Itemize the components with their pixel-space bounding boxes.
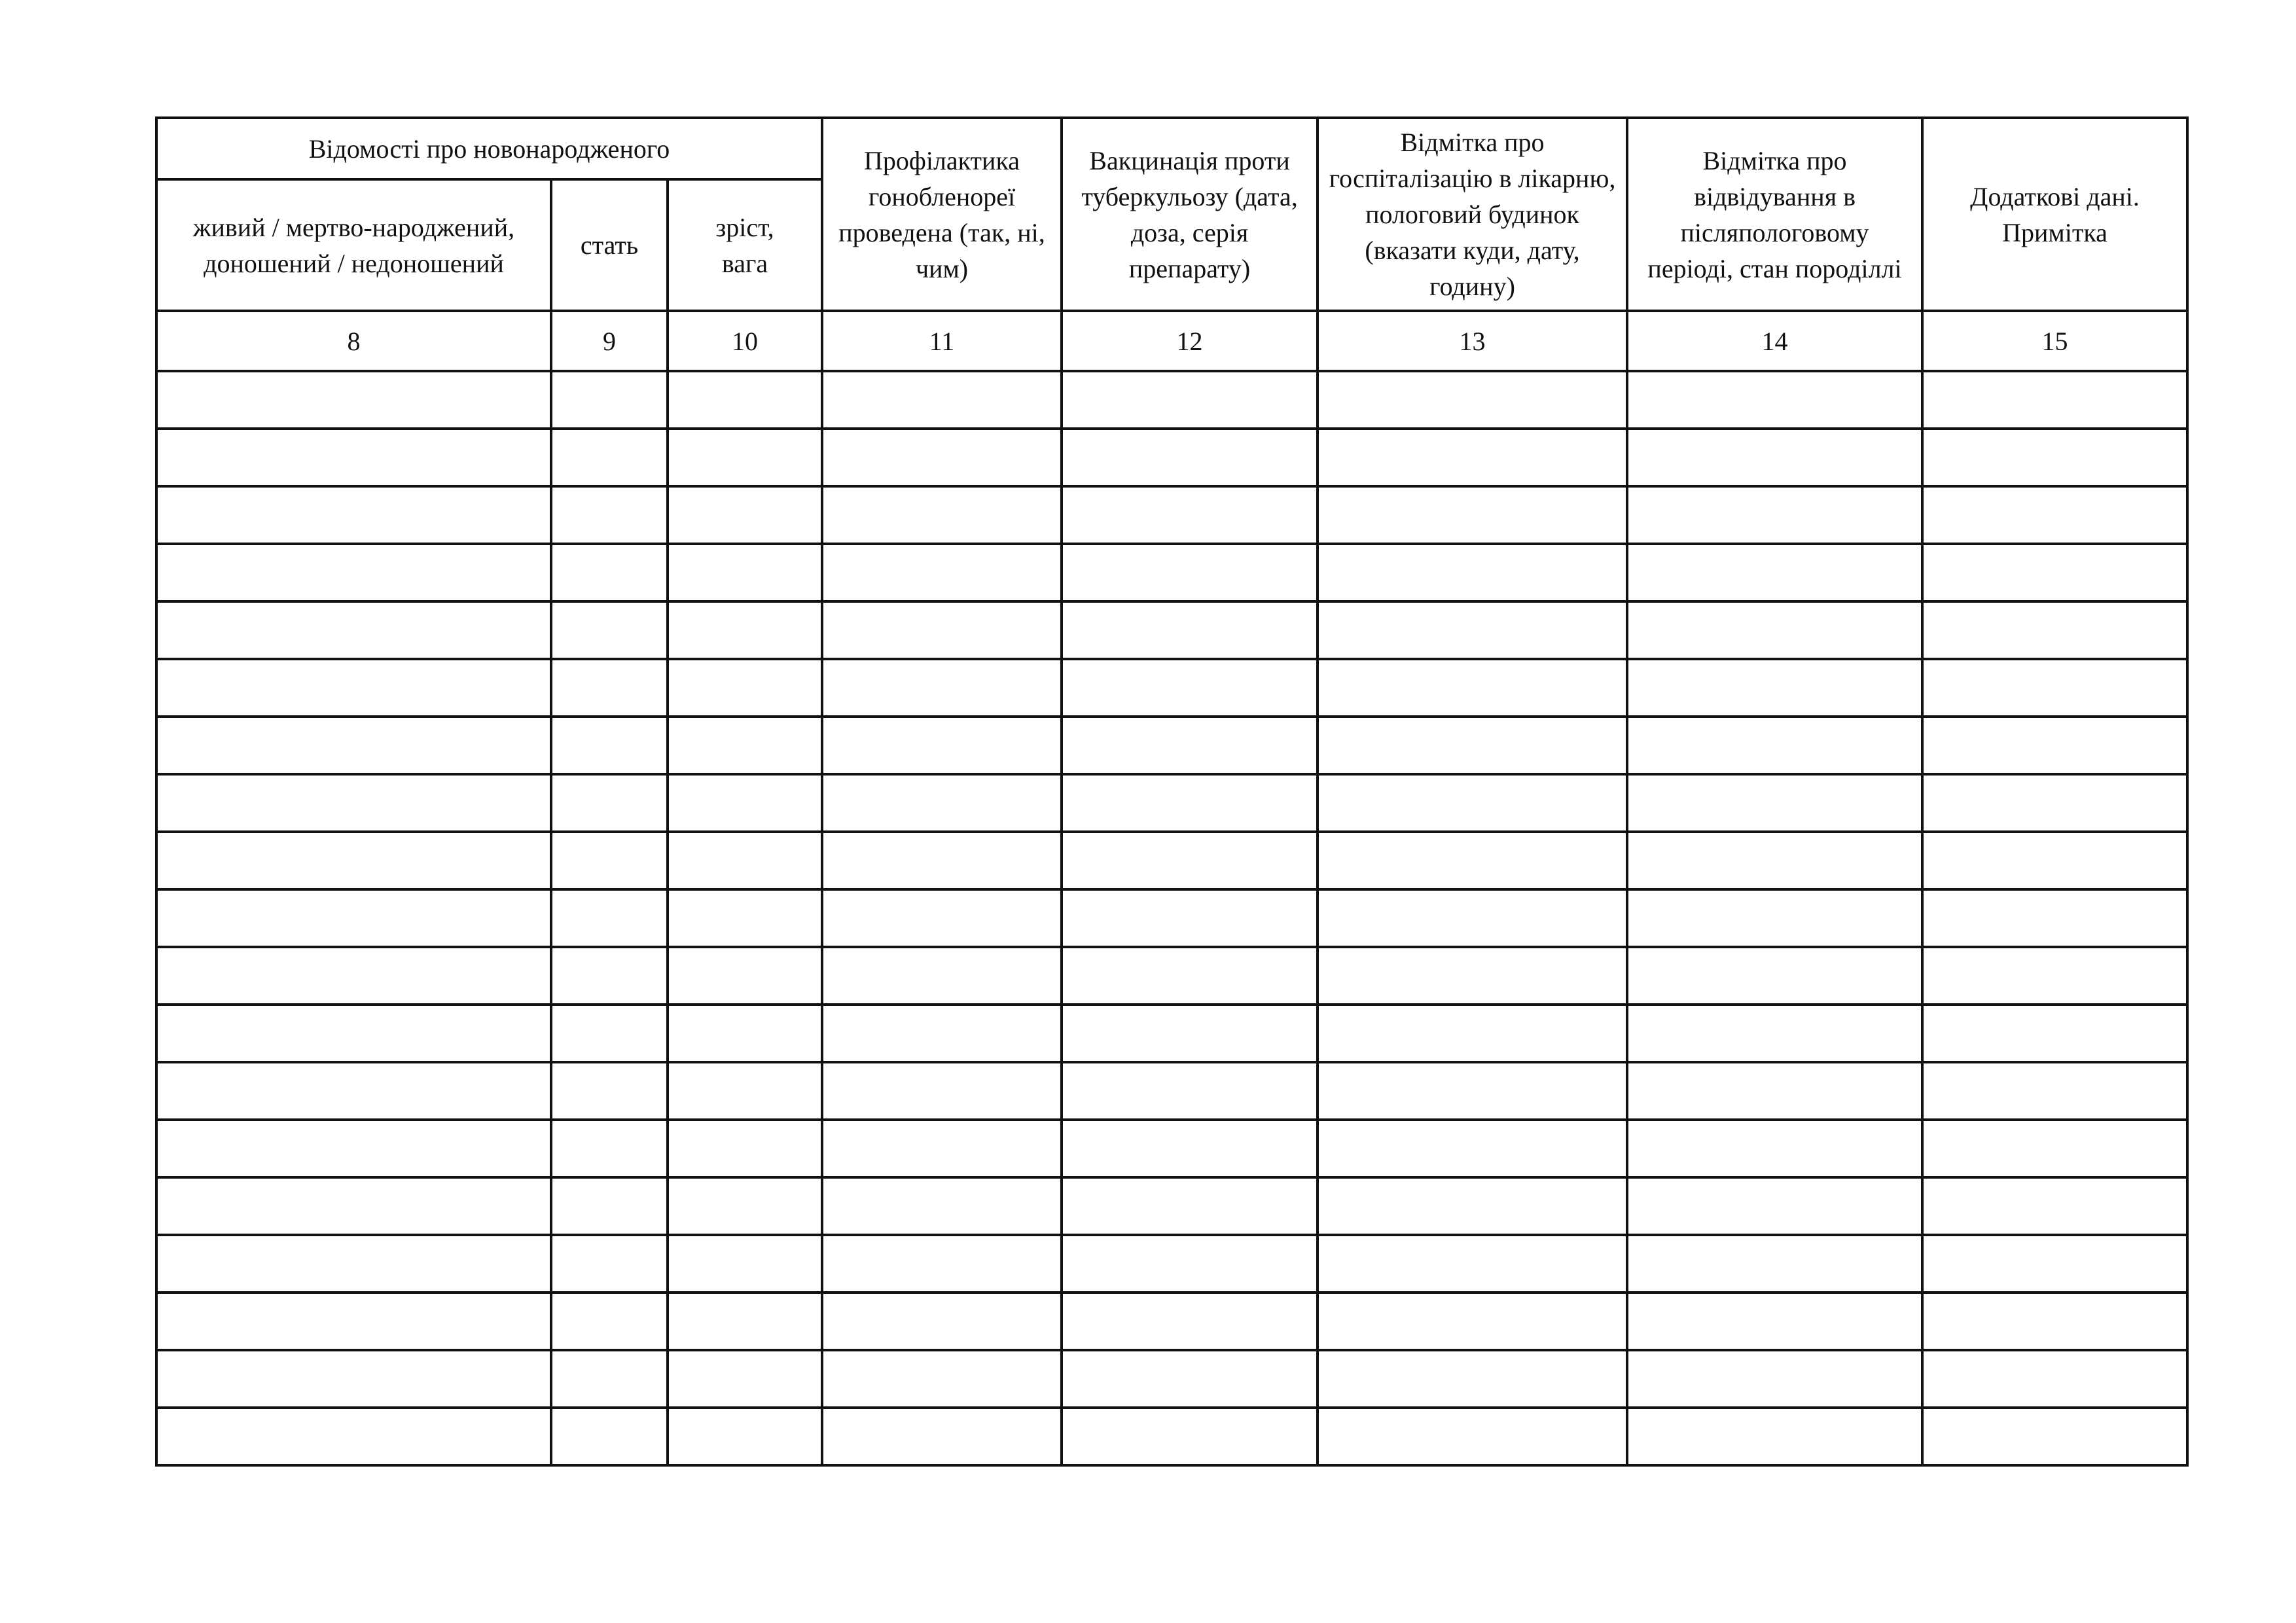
table-row bbox=[156, 717, 2187, 774]
empty-cell[interactable] bbox=[156, 1062, 551, 1120]
column-number: 9 bbox=[551, 311, 668, 371]
empty-cell[interactable] bbox=[156, 486, 551, 544]
empty-cell[interactable] bbox=[822, 1062, 1062, 1120]
notes-header-label: Додаткові дані. Примітка bbox=[1970, 181, 2140, 247]
empty-cell[interactable] bbox=[551, 1293, 668, 1350]
newborn-info-header-label: Відомості про новонародженого bbox=[308, 134, 670, 164]
empty-cell[interactable] bbox=[156, 717, 551, 774]
empty-cell[interactable] bbox=[668, 601, 822, 659]
postpartum-visit-header bbox=[1627, 118, 1922, 311]
empty-cell[interactable] bbox=[668, 429, 822, 486]
empty-cell[interactable] bbox=[1062, 1062, 1318, 1120]
empty-cell[interactable] bbox=[156, 659, 551, 717]
empty-cell[interactable] bbox=[1318, 486, 1627, 544]
empty-cell[interactable] bbox=[1922, 1177, 2187, 1235]
empty-cell[interactable] bbox=[1922, 1408, 2187, 1465]
empty-cell[interactable] bbox=[822, 1408, 1062, 1465]
empty-cell[interactable] bbox=[1318, 1293, 1627, 1350]
empty-cell[interactable] bbox=[1318, 601, 1627, 659]
empty-cell[interactable] bbox=[156, 1293, 551, 1350]
table-row bbox=[156, 1177, 2187, 1235]
empty-cell[interactable] bbox=[822, 659, 1062, 717]
empty-cell[interactable] bbox=[1627, 1293, 1922, 1350]
empty-cell[interactable] bbox=[668, 1235, 822, 1293]
table-row bbox=[156, 601, 2187, 659]
empty-cell[interactable] bbox=[1627, 601, 1922, 659]
empty-cell[interactable] bbox=[668, 371, 822, 429]
empty-cell[interactable] bbox=[822, 371, 1062, 429]
empty-cell[interactable] bbox=[668, 1293, 822, 1350]
empty-cell[interactable] bbox=[551, 1062, 668, 1120]
empty-cell[interactable] bbox=[551, 659, 668, 717]
empty-cell[interactable] bbox=[551, 1408, 668, 1465]
empty-cell[interactable] bbox=[1062, 947, 1318, 1005]
table-row bbox=[156, 947, 2187, 1005]
empty-cell[interactable] bbox=[668, 544, 822, 601]
empty-cell[interactable] bbox=[1062, 889, 1318, 947]
status-header bbox=[156, 179, 551, 311]
table-row bbox=[156, 774, 2187, 832]
empty-cell[interactable] bbox=[156, 1350, 551, 1408]
empty-cell[interactable] bbox=[551, 371, 668, 429]
empty-cell[interactable] bbox=[668, 889, 822, 947]
empty-cell[interactable] bbox=[1627, 1350, 1922, 1408]
empty-cell[interactable] bbox=[1318, 832, 1627, 889]
empty-cell[interactable] bbox=[156, 544, 551, 601]
tb-vaccination-header-label: Вакцинація проти туберкульозу (дата, доза, серія препарату) bbox=[1081, 145, 1298, 283]
empty-cell[interactable] bbox=[551, 601, 668, 659]
empty-cell[interactable] bbox=[1318, 774, 1627, 832]
empty-cell[interactable] bbox=[1922, 717, 2187, 774]
empty-cell[interactable] bbox=[1062, 717, 1318, 774]
newborn-register-table bbox=[155, 116, 2189, 1467]
table-row bbox=[156, 659, 2187, 717]
newborn-info-header bbox=[156, 118, 822, 179]
empty-cell[interactable] bbox=[1922, 486, 2187, 544]
empty-cell[interactable] bbox=[1627, 1408, 1922, 1465]
table-row bbox=[156, 1235, 2187, 1293]
table-row bbox=[156, 1408, 2187, 1465]
empty-cell[interactable] bbox=[668, 1350, 822, 1408]
empty-cell[interactable] bbox=[1627, 1005, 1922, 1062]
empty-cell[interactable] bbox=[1922, 659, 2187, 717]
empty-cell[interactable] bbox=[1627, 1235, 1922, 1293]
empty-cell[interactable] bbox=[1062, 1120, 1318, 1177]
table-row bbox=[156, 544, 2187, 601]
empty-cell[interactable] bbox=[156, 1408, 551, 1465]
column-number: 15 bbox=[1922, 311, 2187, 371]
empty-cell[interactable] bbox=[1922, 889, 2187, 947]
empty-cell[interactable] bbox=[551, 889, 668, 947]
empty-cell[interactable] bbox=[668, 1005, 822, 1062]
empty-cell[interactable] bbox=[822, 486, 1062, 544]
empty-cell[interactable] bbox=[156, 1177, 551, 1235]
empty-cell[interactable] bbox=[668, 832, 822, 889]
empty-cell[interactable] bbox=[668, 486, 822, 544]
column-number: 11 bbox=[822, 311, 1062, 371]
empty-cell[interactable] bbox=[822, 1177, 1062, 1235]
postpartum-visit-header-label: Відмітка про відвідування в післяпологовому періоді, стан породіллі bbox=[1647, 145, 1902, 283]
table-row bbox=[156, 1005, 2187, 1062]
column-number: 13 bbox=[1318, 311, 1627, 371]
empty-cell[interactable] bbox=[1062, 544, 1318, 601]
empty-cell[interactable] bbox=[822, 1120, 1062, 1177]
table-row bbox=[156, 1293, 2187, 1350]
empty-cell[interactable] bbox=[1922, 1293, 2187, 1350]
empty-cell[interactable] bbox=[1922, 832, 2187, 889]
empty-cell[interactable] bbox=[156, 947, 551, 1005]
table-row bbox=[156, 832, 2187, 889]
empty-cell[interactable] bbox=[668, 947, 822, 1005]
empty-cell[interactable] bbox=[1627, 947, 1922, 1005]
empty-cell[interactable] bbox=[1318, 659, 1627, 717]
empty-cell[interactable] bbox=[1318, 1235, 1627, 1293]
empty-cell[interactable] bbox=[156, 1005, 551, 1062]
empty-cell[interactable] bbox=[1627, 659, 1922, 717]
empty-cell[interactable] bbox=[156, 429, 551, 486]
empty-cell[interactable] bbox=[1062, 1408, 1318, 1465]
empty-cell[interactable] bbox=[1922, 947, 2187, 1005]
table-row bbox=[156, 889, 2187, 947]
tb-vaccination-header bbox=[1062, 118, 1318, 311]
empty-cell[interactable] bbox=[1318, 1350, 1627, 1408]
empty-cell[interactable] bbox=[822, 947, 1062, 1005]
empty-cell[interactable] bbox=[822, 832, 1062, 889]
empty-cell[interactable] bbox=[1627, 717, 1922, 774]
empty-cell[interactable] bbox=[822, 1235, 1062, 1293]
table-row bbox=[156, 486, 2187, 544]
empty-cell[interactable] bbox=[822, 1293, 1062, 1350]
table-row bbox=[156, 1120, 2187, 1177]
empty-cell[interactable] bbox=[156, 371, 551, 429]
empty-cell[interactable] bbox=[822, 1005, 1062, 1062]
empty-cell[interactable] bbox=[156, 774, 551, 832]
empty-cell[interactable] bbox=[1922, 1350, 2187, 1408]
column-number: 12 bbox=[1062, 311, 1318, 371]
empty-cell[interactable] bbox=[1922, 1062, 2187, 1120]
table-row bbox=[156, 1062, 2187, 1120]
column-number: 8 bbox=[156, 311, 551, 371]
empty-cell[interactable] bbox=[551, 486, 668, 544]
height-weight-header bbox=[668, 179, 822, 311]
gonoblenorrhea-header bbox=[822, 118, 1062, 311]
empty-cell[interactable] bbox=[668, 1062, 822, 1120]
hospitalization-header bbox=[1318, 118, 1627, 311]
empty-cell[interactable] bbox=[822, 717, 1062, 774]
empty-cell[interactable] bbox=[1922, 544, 2187, 601]
table-row bbox=[156, 429, 2187, 486]
empty-cell[interactable] bbox=[1318, 947, 1627, 1005]
empty-cell[interactable] bbox=[1062, 1350, 1318, 1408]
empty-cell[interactable] bbox=[551, 544, 668, 601]
empty-cell[interactable] bbox=[551, 1350, 668, 1408]
empty-cell[interactable] bbox=[1318, 1062, 1627, 1120]
empty-cell[interactable] bbox=[1922, 1005, 2187, 1062]
empty-cell[interactable] bbox=[1627, 1062, 1922, 1120]
empty-cell[interactable] bbox=[1318, 429, 1627, 486]
header-row-group bbox=[156, 118, 2187, 179]
empty-cell[interactable] bbox=[551, 429, 668, 486]
empty-cell[interactable] bbox=[156, 889, 551, 947]
notes-header bbox=[1922, 118, 2187, 311]
status-header-label: живий / мертво-народжений, доношений / недоношений bbox=[192, 212, 515, 278]
empty-cell[interactable] bbox=[1062, 1177, 1318, 1235]
empty-cell[interactable] bbox=[551, 1120, 668, 1177]
empty-cell[interactable] bbox=[551, 1235, 668, 1293]
empty-cell[interactable] bbox=[668, 1120, 822, 1177]
empty-cell[interactable] bbox=[1062, 1005, 1318, 1062]
empty-cell[interactable] bbox=[1627, 544, 1922, 601]
sex-header bbox=[551, 179, 668, 311]
empty-cell[interactable] bbox=[551, 1177, 668, 1235]
empty-cell[interactable] bbox=[1062, 774, 1318, 832]
empty-cell[interactable] bbox=[1627, 371, 1922, 429]
empty-cell[interactable] bbox=[156, 1235, 551, 1293]
hospitalization-header-label: Відмітка про госпіталізацію в лікарню, пологовий будинок (вказати куди, дату, годину) bbox=[1329, 128, 1616, 301]
empty-cell[interactable] bbox=[822, 601, 1062, 659]
empty-cell[interactable] bbox=[1318, 1177, 1627, 1235]
empty-cell[interactable] bbox=[822, 889, 1062, 947]
table-row bbox=[156, 371, 2187, 429]
empty-cell[interactable] bbox=[551, 947, 668, 1005]
empty-cell[interactable] bbox=[1627, 429, 1922, 486]
empty-cell[interactable] bbox=[1318, 1005, 1627, 1062]
empty-cell[interactable] bbox=[668, 659, 822, 717]
empty-cell[interactable] bbox=[822, 774, 1062, 832]
empty-cell[interactable] bbox=[1922, 1120, 2187, 1177]
empty-cell[interactable] bbox=[668, 717, 822, 774]
empty-cell[interactable] bbox=[1318, 1120, 1627, 1177]
empty-cell[interactable] bbox=[668, 774, 822, 832]
empty-cell[interactable] bbox=[1627, 774, 1922, 832]
empty-cell[interactable] bbox=[156, 832, 551, 889]
empty-cell[interactable] bbox=[668, 1408, 822, 1465]
empty-cell[interactable] bbox=[1922, 601, 2187, 659]
column-number: 10 bbox=[668, 311, 822, 371]
empty-cell[interactable] bbox=[1318, 544, 1627, 601]
empty-cell[interactable] bbox=[1627, 832, 1922, 889]
empty-cell[interactable] bbox=[822, 1350, 1062, 1408]
empty-cell[interactable] bbox=[1318, 717, 1627, 774]
empty-cell[interactable] bbox=[1922, 371, 2187, 429]
empty-cell[interactable] bbox=[551, 717, 668, 774]
table-row bbox=[156, 1350, 2187, 1408]
empty-cell[interactable] bbox=[1922, 429, 2187, 486]
empty-cell[interactable] bbox=[156, 1120, 551, 1177]
empty-cell[interactable] bbox=[1922, 1235, 2187, 1293]
empty-cell[interactable] bbox=[668, 1177, 822, 1235]
column-number: 14 bbox=[1627, 311, 1922, 371]
empty-cell[interactable] bbox=[1062, 601, 1318, 659]
empty-cell[interactable] bbox=[1627, 486, 1922, 544]
empty-cell[interactable] bbox=[1062, 832, 1318, 889]
empty-cell[interactable] bbox=[1062, 1293, 1318, 1350]
empty-cell[interactable] bbox=[1627, 889, 1922, 947]
empty-cell[interactable] bbox=[1062, 429, 1318, 486]
empty-cell[interactable] bbox=[551, 774, 668, 832]
empty-cell[interactable] bbox=[1922, 774, 2187, 832]
column-numbers-row bbox=[156, 311, 2187, 371]
empty-cell[interactable] bbox=[551, 832, 668, 889]
height-weight-header-label: зріст, вага bbox=[715, 212, 774, 278]
empty-cell[interactable] bbox=[1318, 371, 1627, 429]
empty-cell[interactable] bbox=[822, 429, 1062, 486]
empty-cell[interactable] bbox=[1627, 1177, 1922, 1235]
empty-cell[interactable] bbox=[1062, 659, 1318, 717]
empty-cell[interactable] bbox=[1062, 371, 1318, 429]
gonoblenorrhea-header-label: Профілактика гонобленореї проведена (так, ні, чим) bbox=[838, 145, 1045, 283]
empty-cell[interactable] bbox=[1627, 1120, 1922, 1177]
empty-cell[interactable] bbox=[1318, 889, 1627, 947]
empty-cell[interactable] bbox=[1062, 486, 1318, 544]
empty-cell[interactable] bbox=[1062, 1235, 1318, 1293]
empty-cell[interactable] bbox=[822, 544, 1062, 601]
empty-cell[interactable] bbox=[156, 601, 551, 659]
empty-cell[interactable] bbox=[1318, 1408, 1627, 1465]
empty-cell[interactable] bbox=[551, 1005, 668, 1062]
sex-header-label: стать bbox=[580, 230, 639, 260]
